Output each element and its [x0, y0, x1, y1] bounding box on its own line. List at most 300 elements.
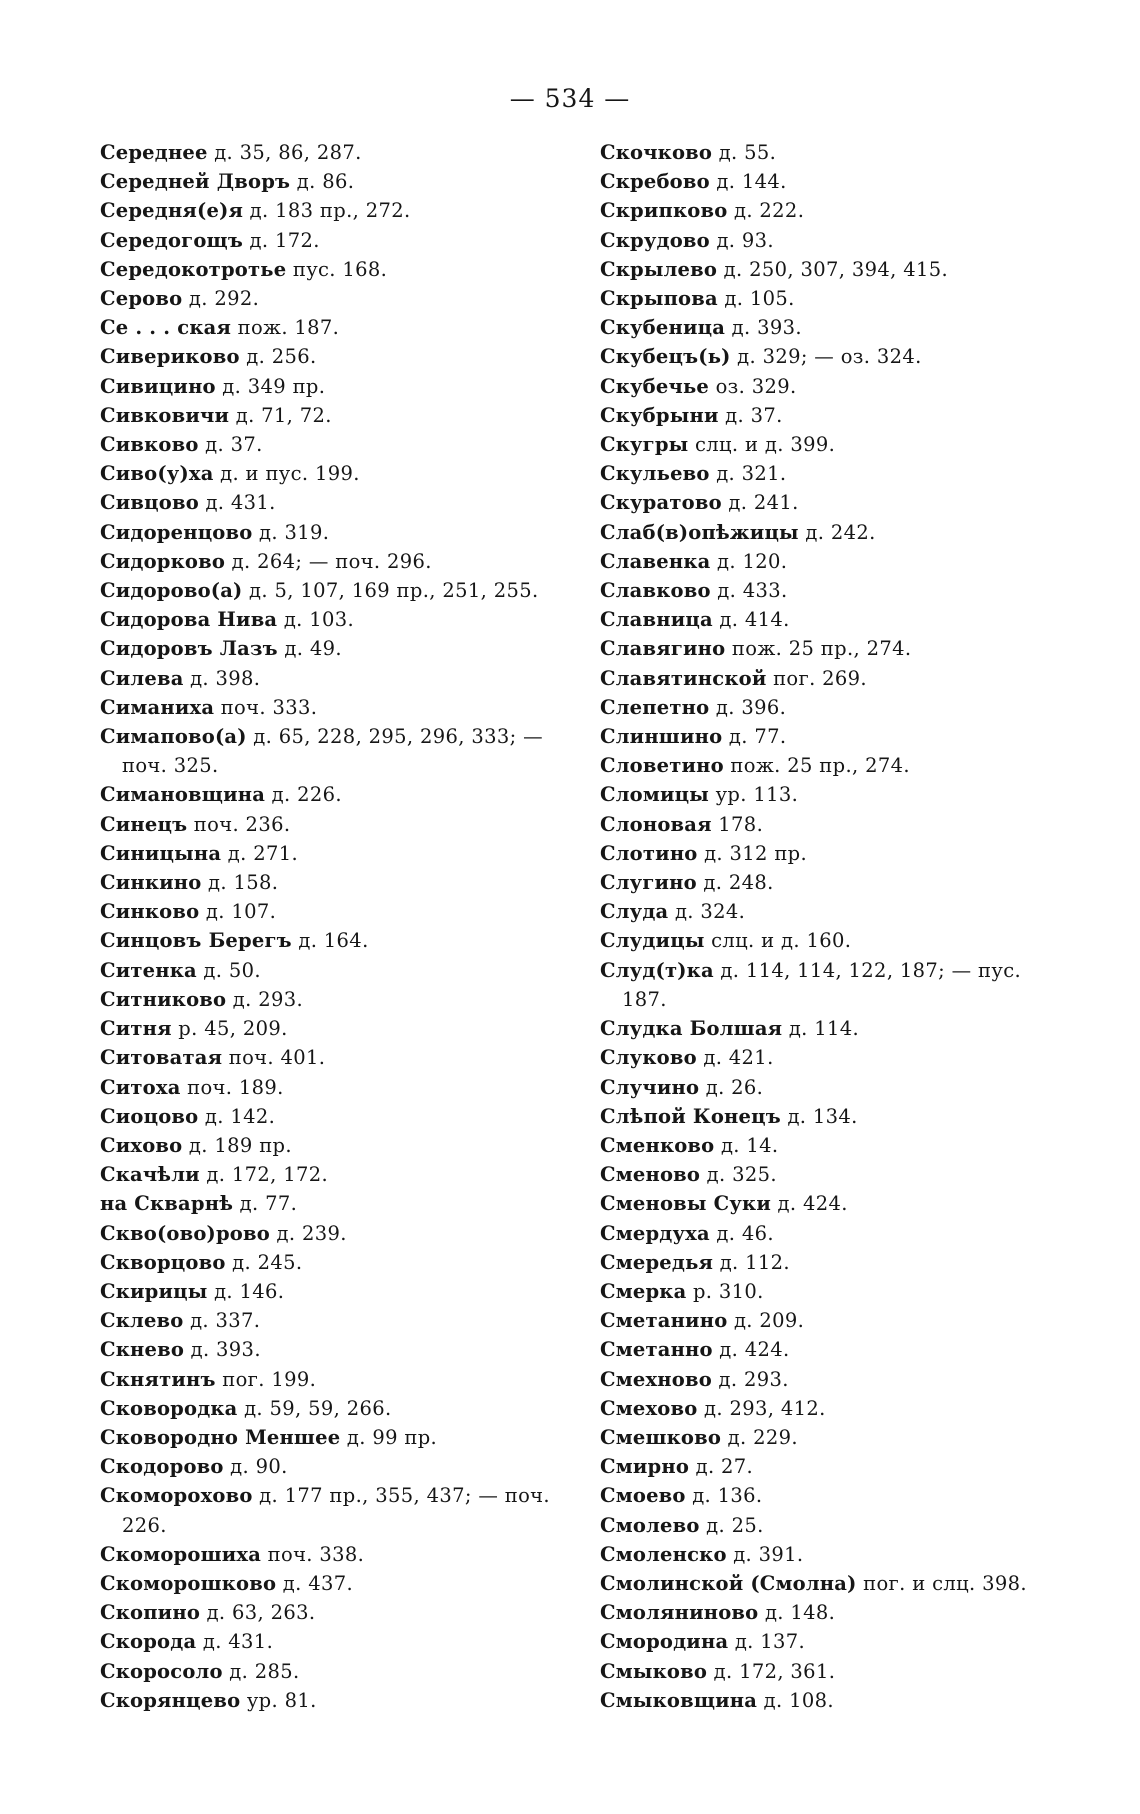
entry-headword: Смыково [600, 1659, 708, 1683]
entry-headword: Скоморошиха [100, 1542, 262, 1566]
index-entry [600, 1014, 1070, 1043]
index-entry [600, 196, 1070, 225]
entry-headword: Се . . . ская [100, 316, 232, 340]
entry-reference: д. 264; — поч. 296. [225, 549, 432, 573]
entry-headword: Скрипково [600, 199, 728, 223]
entry-headword: Скирицы [100, 1279, 208, 1303]
entry-headword: Сихово [100, 1133, 183, 1157]
entry-headword: Сметанино [600, 1309, 728, 1333]
index-entry [100, 780, 575, 809]
index-entry [100, 897, 575, 926]
entry-reference: д. 226. [265, 783, 342, 807]
index-entry [600, 1277, 1070, 1306]
index-entry [100, 1248, 575, 1277]
entry-headword: Сивцово [100, 491, 199, 515]
entry-headword: Симаниха [100, 695, 215, 719]
index-entry [600, 1423, 1070, 1452]
index-entry [100, 1540, 575, 1569]
index-entry [100, 1627, 575, 1656]
index-entry [100, 605, 575, 634]
entry-reference: пог. 199. [215, 1367, 317, 1391]
left-column [100, 138, 575, 1715]
entry-headword: Слѣпой Конецъ [600, 1104, 781, 1128]
entry-headword: Скочково [600, 141, 713, 164]
index-entry [100, 284, 575, 313]
entry-headword: Сиво(у)ха [100, 462, 214, 486]
entry-headword: Синкино [100, 871, 202, 895]
page-number: — 534 — [509, 84, 631, 113]
index-entry [100, 138, 575, 167]
entry-headword: Сидоровъ Лазъ [100, 637, 278, 661]
right-column [600, 138, 1070, 1715]
entry-headword: Силева [100, 666, 184, 690]
entry-reference: д. 71, 72. [229, 403, 332, 427]
entry-headword: Синцовъ Берегъ [100, 929, 292, 953]
entry-headword: Скугры [600, 433, 689, 457]
entry-headword: Смоляниново [600, 1601, 759, 1625]
entry-reference: д. 158. [201, 871, 279, 895]
entry-headword: Словетино [600, 754, 724, 778]
entry-reference: д. 177 пр., 355, 437; — поч. 226. [122, 1484, 550, 1537]
index-entry [100, 1073, 575, 1102]
entry-reference: д. 120. [710, 549, 788, 573]
entry-reference: д. 242. [798, 520, 876, 544]
entry-reference: д. 144. [709, 170, 787, 194]
index-entry [100, 1423, 575, 1452]
entry-reference: пож. 25 пр., 274. [725, 637, 912, 661]
entry-reference: слц. и д. 399. [688, 433, 836, 457]
entry-reference: д. 349 пр. [215, 374, 326, 398]
entry-reference: д. 50. [196, 958, 261, 982]
entry-headword: Скубрыни [600, 403, 719, 427]
index-entry [100, 226, 575, 255]
index-entry [100, 1569, 575, 1598]
index-entry [100, 693, 575, 722]
index-entry [600, 1569, 1070, 1598]
entry-headword: Сменовы Суки [600, 1192, 771, 1216]
entry-reference: д. 112. [713, 1250, 790, 1274]
index-entry [100, 664, 575, 693]
entry-reference: д. 107. [199, 900, 277, 924]
entry-reference: д. 209. [727, 1309, 805, 1333]
index-entry [600, 956, 1070, 1014]
entry-headword: на Скварнѣ [100, 1192, 234, 1216]
entry-reference: д. 26. [699, 1075, 764, 1099]
index-entry [100, 926, 575, 955]
entry-headword: Славягино [600, 637, 726, 661]
entry-reference: д. 256. [239, 345, 317, 369]
entry-headword: Сивериково [100, 345, 240, 369]
index-entry [600, 810, 1070, 839]
entry-headword: Середокотротье [100, 257, 287, 281]
entry-reference: д. 293. [711, 1367, 789, 1391]
entry-reference: поч. 189. [180, 1075, 284, 1099]
index-entry [100, 1657, 575, 1686]
entry-headword: Сивково [100, 433, 199, 457]
index-entry [100, 167, 575, 196]
entry-headword: Скачѣли [100, 1163, 200, 1187]
entry-reference: д. 114. [782, 1017, 860, 1041]
entry-headword: Сидорково [100, 549, 226, 573]
entry-headword: Ситоха [100, 1075, 181, 1099]
index-entry [600, 868, 1070, 897]
entry-reference: д. 49. [277, 637, 342, 661]
entry-reference: д. 146. [207, 1279, 285, 1303]
entry-reference: д. 414. [712, 608, 790, 632]
entry-headword: Скубецъ(ь) [600, 345, 731, 369]
index-entry [100, 1452, 575, 1481]
index-entry [600, 430, 1070, 459]
entry-headword: Ситниково [100, 987, 227, 1011]
entry-headword: Славково [600, 579, 711, 603]
entry-reference: д. 137. [728, 1630, 806, 1654]
entry-reference: д. 37. [718, 403, 783, 427]
entry-reference: д. 396. [709, 695, 787, 719]
index-entry [600, 372, 1070, 401]
entry-headword: Сменково [600, 1133, 715, 1157]
entry-reference: д. 424. [770, 1192, 848, 1216]
entry-reference: пог. и слц. 398. [856, 1571, 1027, 1595]
index-entry [100, 547, 575, 576]
entry-headword: Сидоренцово [100, 520, 253, 544]
index-entry [600, 284, 1070, 313]
entry-headword: Сидорово(а) [100, 579, 243, 603]
entry-reference: д. 63, 263. [200, 1601, 316, 1625]
entry-headword: Скопино [100, 1601, 201, 1625]
index-entry [100, 1102, 575, 1131]
index-entry [600, 605, 1070, 634]
entry-headword: Середнее [100, 141, 208, 164]
entry-headword: Сидорова Нива [100, 608, 278, 632]
entry-reference: пож. 187. [231, 316, 340, 340]
entry-reference: ур. 113. [709, 783, 799, 807]
index-entry [600, 926, 1070, 955]
entry-reference: д. 241. [721, 491, 799, 515]
index-entry [100, 1189, 575, 1218]
entry-headword: Скворцово [100, 1250, 226, 1274]
entry-headword: Скорянцево [100, 1688, 241, 1712]
entry-headword: Смоево [600, 1484, 686, 1508]
index-entry [100, 839, 575, 868]
entry-headword: Симановщина [100, 783, 266, 807]
index-entry [600, 459, 1070, 488]
entry-headword: Середней Дворъ [100, 170, 291, 194]
entry-reference: д. 222. [727, 199, 805, 223]
entry-headword: Скодорово [100, 1455, 224, 1479]
entry-headword: Сметанно [600, 1338, 713, 1362]
index-entry [600, 897, 1070, 926]
entry-headword: Скребово [600, 170, 710, 194]
index-entry [100, 1043, 575, 1072]
entry-headword: Синково [100, 900, 200, 924]
entry-headword: Слудицы [600, 929, 705, 953]
entry-headword: Сивицино [100, 374, 216, 398]
index-entry [600, 1657, 1070, 1686]
entry-headword: Слудка Болшая [600, 1017, 783, 1041]
entry-reference: д. 65, 228, 295, 296, 333; — поч. 325. [122, 725, 543, 778]
index-entry [600, 1189, 1070, 1218]
index-entry [100, 255, 575, 284]
entry-reference: слц. и д. 160. [704, 929, 852, 953]
entry-headword: Слуд(т)ка [600, 958, 714, 982]
index-entry [600, 1627, 1070, 1656]
entry-reference: д. 431. [196, 1630, 274, 1654]
index-entry [600, 1686, 1070, 1715]
entry-headword: Склево [100, 1309, 184, 1333]
entry-reference: д. 148. [758, 1601, 836, 1625]
entry-reference: д. 59, 59, 266. [237, 1396, 392, 1420]
index-entry [600, 167, 1070, 196]
entry-headword: Сковородка [100, 1396, 238, 1420]
entry-reference: д. 103. [277, 608, 355, 632]
index-entry [100, 313, 575, 342]
entry-reference: д. 105. [717, 287, 795, 311]
entry-reference: д. 433. [710, 579, 788, 603]
entry-reference: д. 239. [269, 1221, 347, 1245]
entry-reference: д. 421. [696, 1046, 774, 1070]
entry-headword: Скнево [100, 1338, 185, 1362]
index-entry [600, 634, 1070, 663]
entry-reference: д. 293, 412. [697, 1396, 826, 1420]
entry-headword: Смердуха [600, 1221, 710, 1245]
entry-reference: д. 437. [276, 1571, 354, 1595]
entry-headword: Слуда [600, 900, 669, 924]
index-entry [100, 518, 575, 547]
index-entry [600, 1160, 1070, 1189]
entry-reference: д. 99 пр. [340, 1425, 438, 1449]
entry-reference: д. 245. [225, 1250, 303, 1274]
entry-reference: р. 310. [686, 1279, 764, 1303]
entry-reference: д. 77. [722, 725, 787, 749]
entry-headword: Славница [600, 608, 713, 632]
entry-headword: Смородина [600, 1630, 729, 1654]
entry-reference: д. 248. [696, 871, 774, 895]
index-entry [100, 1306, 575, 1335]
entry-headword: Скнятинъ [100, 1367, 216, 1391]
index-entry [100, 810, 575, 839]
index-entry [600, 1365, 1070, 1394]
entry-headword: Слаб(в)опѣжицы [600, 520, 799, 544]
entry-headword: Ситенка [100, 958, 197, 982]
entry-headword: Славенка [600, 549, 711, 573]
entry-headword: Синицына [100, 841, 222, 865]
entry-reference: д. 324. [668, 900, 746, 924]
entry-headword: Ситня [100, 1017, 172, 1041]
entry-reference: д. 46. [709, 1221, 774, 1245]
entry-headword: Скрудово [600, 228, 710, 252]
entry-headword: Смерка [600, 1279, 687, 1303]
index-entry [100, 430, 575, 459]
index-entry [600, 518, 1070, 547]
entry-reference: поч. 338. [261, 1542, 365, 1566]
entry-reference: д. 285. [222, 1659, 300, 1683]
index-entry [600, 1452, 1070, 1481]
entry-headword: Скрылево [600, 257, 718, 281]
entry-headword: Смоленско [600, 1542, 727, 1566]
entry-reference: д. 172, 361. [707, 1659, 836, 1683]
entry-reference: д. 37. [198, 433, 263, 457]
entry-reference: д. 25. [699, 1513, 764, 1537]
entry-headword: Скорода [100, 1630, 197, 1654]
entry-reference: д. 271. [221, 841, 299, 865]
index-entry [600, 1131, 1070, 1160]
index-entry [100, 342, 575, 371]
index-entry [600, 722, 1070, 751]
entry-reference: д. 312 пр. [697, 841, 808, 865]
entry-headword: Смехово [600, 1396, 698, 1420]
entry-reference: д. 55. [712, 141, 777, 164]
entry-headword: Смередья [600, 1250, 714, 1274]
index-entry [600, 401, 1070, 430]
entry-reference: д. 319. [252, 520, 330, 544]
index-entry [600, 1219, 1070, 1248]
index-entry [100, 722, 575, 780]
entry-headword: Скубечье [600, 374, 710, 398]
entry-reference: д. 393. [725, 316, 802, 340]
index-entry [100, 459, 575, 488]
entry-reference: д. 14. [714, 1133, 779, 1157]
entry-headword: Слоновая [600, 812, 712, 836]
index-entry [600, 780, 1070, 809]
entry-headword: Скульево [600, 462, 710, 486]
entry-reference: д. 93. [709, 228, 774, 252]
entry-reference: поч. 236. [187, 812, 291, 836]
entry-reference: поч. 333. [214, 695, 318, 719]
entry-headword: Случино [600, 1075, 700, 1099]
entry-headword: Смехново [600, 1367, 712, 1391]
entry-headword: Смолинской (Смолна) [600, 1571, 857, 1595]
entry-reference: д. 293. [226, 987, 304, 1011]
index-entry [600, 313, 1070, 342]
entry-reference: 178. [711, 812, 764, 836]
index-entry [100, 1335, 575, 1364]
index-entry [600, 547, 1070, 576]
entry-headword: Сковородно Меншее [100, 1425, 341, 1449]
index-entry [100, 956, 575, 985]
entry-reference: д. 86. [290, 170, 355, 194]
entry-reference: д. 391. [726, 1542, 804, 1566]
entry-headword: Слепетно [600, 695, 710, 719]
index-entry [600, 138, 1070, 167]
index-entry [600, 255, 1070, 284]
index-entry [100, 1365, 575, 1394]
entry-headword: Славятинской [600, 666, 767, 690]
entry-reference: поч. 401. [222, 1046, 326, 1070]
entry-headword: Сломицы [600, 783, 710, 807]
index-entry [600, 1481, 1070, 1510]
entry-reference: д. 164. [291, 929, 369, 953]
index-entry [100, 1131, 575, 1160]
entry-headword: Скоморошково [100, 1571, 277, 1595]
entry-reference: д. 189 пр. [182, 1133, 292, 1157]
index-entry [100, 1219, 575, 1248]
entry-reference: д. 183 пр., 272. [243, 199, 411, 223]
index-entry [600, 342, 1070, 371]
entry-headword: Симапово(а) [100, 725, 247, 749]
index-entry [100, 868, 575, 897]
index-entry [600, 751, 1070, 780]
entry-reference: д. 337. [183, 1309, 261, 1333]
entry-headword: Середня(е)я [100, 199, 244, 223]
entry-reference: д. 108. [757, 1688, 834, 1712]
entry-reference: пож. 25 пр., 274. [723, 754, 910, 778]
entry-reference: р. 45, 209. [171, 1017, 288, 1041]
entry-reference: д. 77. [233, 1192, 298, 1216]
index-entry [600, 1073, 1070, 1102]
entry-reference: пус. 168. [286, 257, 388, 281]
entry-reference: д. 393. [184, 1338, 261, 1362]
entry-headword: Скоморохово [100, 1484, 253, 1508]
entry-headword: Середогощъ [100, 228, 243, 252]
index-entry [600, 1102, 1070, 1131]
entry-headword: Скрыпова [600, 287, 718, 311]
index-entry [100, 401, 575, 430]
entry-headword: Сменово [600, 1163, 701, 1187]
entry-headword: Скво(ово)рово [100, 1221, 270, 1245]
entry-headword: Смешково [600, 1425, 722, 1449]
index-entry [100, 1014, 575, 1043]
entry-reference: д. 329; — оз. 324. [730, 345, 922, 369]
index-entry [600, 226, 1070, 255]
index-entry [100, 1686, 575, 1715]
entry-reference: д. 292. [182, 287, 260, 311]
entry-reference: д. 250, 307, 394, 415. [717, 257, 949, 281]
entry-headword: Скуратово [600, 491, 722, 515]
entry-reference: д. 229. [721, 1425, 798, 1449]
index-entry [600, 1306, 1070, 1335]
entry-reference: д. 90. [223, 1455, 288, 1479]
index-entry [600, 1043, 1070, 1072]
index-entry [100, 1277, 575, 1306]
index-entry [600, 1540, 1070, 1569]
index-entry [100, 1598, 575, 1627]
entry-reference: д. 398. [183, 666, 261, 690]
index-entry [100, 985, 575, 1014]
index-entry [600, 576, 1070, 605]
entry-reference: д. 5, 107, 169 пр., 251, 255. [242, 579, 539, 603]
entry-headword: Слугино [600, 871, 697, 895]
entry-reference: ур. 81. [240, 1688, 317, 1712]
entry-reference: д. 27. [689, 1455, 754, 1479]
index-entry [600, 1335, 1070, 1364]
entry-reference: д. 134. [780, 1104, 858, 1128]
index-entry [100, 1160, 575, 1189]
entry-headword: Серово [100, 287, 183, 311]
entry-headword: Смирно [600, 1455, 690, 1479]
entry-headword: Слотино [600, 841, 698, 865]
index-entry [600, 1511, 1070, 1540]
entry-reference: д. 172. [243, 228, 320, 252]
index-entry [600, 693, 1070, 722]
entry-headword: Смолево [600, 1513, 700, 1537]
entry-reference: д. 114, 114, 122, 187; — пус. 187. [622, 958, 1022, 1011]
entry-headword: Скубеница [600, 316, 726, 340]
index-entry [100, 1481, 575, 1539]
index-entry [600, 664, 1070, 693]
entry-reference: д. 136. [685, 1484, 763, 1508]
entry-reference: д. 321. [709, 462, 787, 486]
entry-headword: Сивковичи [100, 403, 230, 427]
index-entry [100, 372, 575, 401]
entry-reference: д. 172, 172. [199, 1163, 329, 1187]
index-entry [100, 576, 575, 605]
index-entry [600, 1394, 1070, 1423]
entry-headword: Скоросоло [100, 1659, 223, 1683]
entry-headword: Слиншино [600, 725, 723, 749]
entry-reference: д. 431. [198, 491, 276, 515]
entry-reference: пог. 269. [766, 666, 867, 690]
entry-headword: Смыковщина [600, 1688, 758, 1712]
